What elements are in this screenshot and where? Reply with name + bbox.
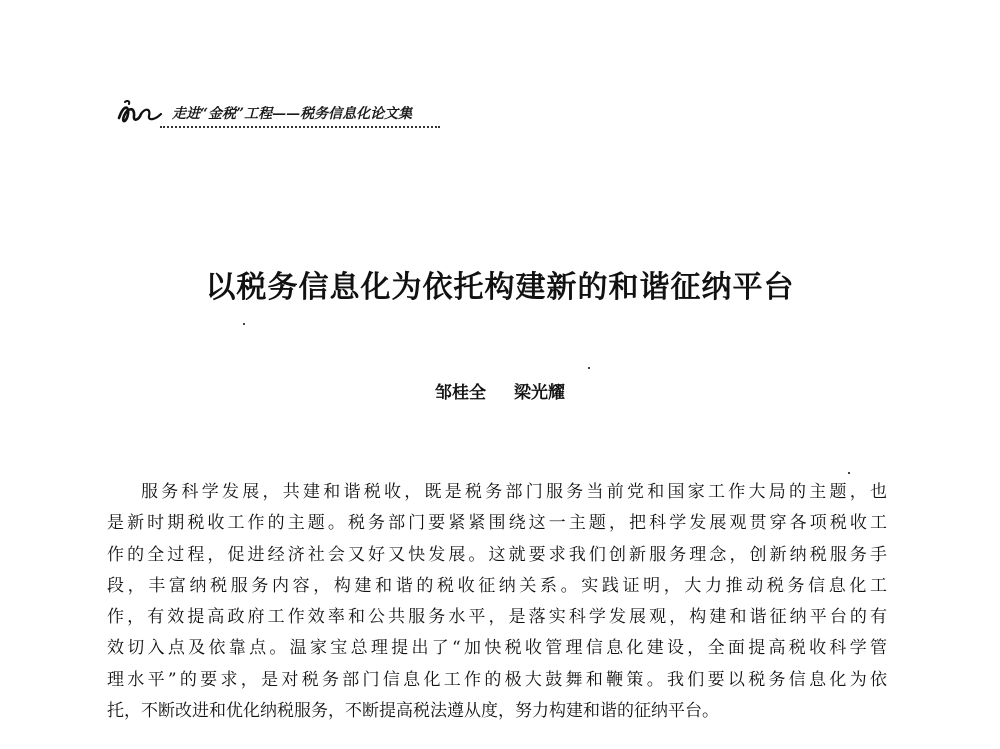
paragraph-line: 服务科学发展，共建和谐税收，既是税务部门服务当前党和国家工作大局的主题，也	[141, 482, 887, 502]
author-name: 邹桂全	[435, 383, 486, 403]
body-paragraph	[107, 477, 887, 727]
running-head: 走进“金税”工程——税务信息化论文集	[172, 106, 413, 122]
article-title: 以税务信息化为依托构建新的和谐征纳平台	[205, 270, 795, 305]
paragraph-line: 作，有效提高政府工作效率和公共服务水平，是落实科学发展观，构建和谐征纳平台的有	[107, 607, 887, 628]
paragraph-line: 理水平”的要求，是对税务部门信息化工作的极大鼓舞和鞭策。我们要以税务信息化为依	[107, 669, 887, 690]
paragraph-line: 是新时期税收工作的主题。税务部门要紧紧围绕这一主题，把科学发展观贯穿各项税收工	[107, 513, 887, 534]
paragraph-line: 段，丰富纳税服务内容，构建和谐的税收征纳关系。实践证明，大力推动税务信息化工	[107, 575, 887, 596]
calligraphy-mark-icon	[115, 96, 165, 130]
header-rule	[160, 126, 440, 128]
author-name: 梁光耀	[514, 383, 565, 403]
paragraph-line: 效切入点及依靠点。温家宝总理提出了“加快税收管理信息化建设，全面提高税收科学管	[107, 638, 887, 659]
paragraph-line: 作的全过程，促进经济社会又好又快发展。这就要求我们创新服务理念，创新纳税服务手	[107, 544, 887, 565]
scan-speck	[588, 367, 590, 369]
author-line	[0, 378, 1000, 403]
scan-speck	[243, 323, 245, 325]
paragraph-line: 托，不断改进和优化纳税服务，不断提高税法遵从度，努力构建和谐的征纳平台。	[107, 701, 719, 722]
scan-speck	[848, 472, 850, 474]
